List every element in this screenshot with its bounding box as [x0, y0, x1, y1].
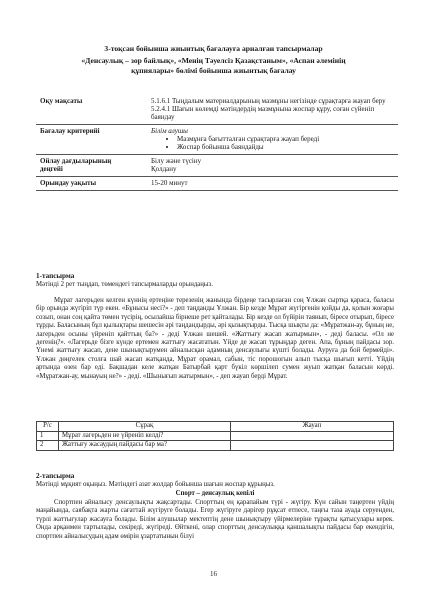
task-2-instruction: Мәтінді мұқият оқыңыз. Мәтіндегі азат жолдар бойынша шағын жоспар құрыңыз. — [36, 481, 275, 488]
criteria-list — [151, 135, 398, 151]
thinking-skill-2: Қолдану — [151, 165, 177, 173]
criteria-value — [151, 125, 398, 155]
row-question: Мұрат лагерьден не үйреніп келді? — [59, 431, 231, 441]
task-1-text: Мұрат лагерьден келген күннің ертеңіне терезенің жанында бірдеңе тасырлаған соң Ұлжан сыртқа қараса, баласы бір орында жүгіріп түр екен. «Бұнысы несі?» - деп таңданды Ұлжан. Бір кезде Мұрат жүгіргенін қойды да, қолын жоғары созып, онан соң қайта төмен түсірің, осылайша бірнеше рет қайталады. Бір кезде ол бүйірін таянып, біресе отырып, біресе тұрды. Баласының бұл қылықтары шешесін әрі таңдандырды, әрі қызықтырды. Тысқа шықты да: «Мұратжан-ау, бұның не, лагерьден осыны үйреніп қайттың ба?» - деді Ұлжан шешей. «Жаттығу жасап жатырмын», - деді баласы. «Ол не дегенің?». «Лагерьде бізге күнде ертемен жаттығу жасататын. Үйде де жасап тұрыңдар деген. Апа, бұның пайдасы зор. Үнемі жаттығу жасап, дене шынықтырумен айналысқан адамның денсаулығы күшті болады. Ауруға да бой бермейді». Ұлжан дөңгелек столға шай жасап жатқанда, Мұрат орамал, сабын, тіс порошогын алып тысқа шығып кетті. Үйдің артында өзен бар еді. Бақшадан келе жатқан Батырбай қарт бүкіл көршілеп сумен жуып жатқан баласын көрді. «Мұратжан-ау, мынауың не?» - деді. «Шынығып жатырмын», - деп жауап берді Мұрат. — [36, 297, 394, 380]
criteria-label: Бағалау критерийі — [40, 127, 100, 135]
task-1-heading: 1-тапсырма — [36, 272, 75, 280]
thinking-skill-1: Білу және түсіну — [151, 157, 202, 165]
task-2-text: Спортпен айналысу денсаулықты жақсартады. Спорттың ең қарапайым түрі - жүгіру. Күн сайын таңертен үйдің маңайында, саябақта жарты сағаттай жүгіруге болады. Егер жүгіруге дәрігер рұқсат етпесе, таңғы таза ауада серуенден, түрлі жаттығулар жасауға болады. Білім алушылар мектептің дене шынықтыру үйірмелеріне тұрақты қатысулары керек. Онда арқанмен тартылады, секіреді, жүгіреді. Өйткені, олар спорттың денсаулыққа қаншалықты пайдасы бар екендігін, спортпен айналысудың адам өмірін ұзартатынын білуі — [36, 499, 394, 540]
page-title: 3-тоқсан бойынша жиынтық бағалауға арналған тапсырмалар — [104, 44, 323, 53]
task-2-text-title: Спорт – денсаулық кепілі — [175, 490, 255, 497]
questions-table-header — [37, 422, 394, 432]
criteria-item: • Жоспар бойынша баяндайды — [177, 143, 398, 151]
thinking-skills-row — [36, 155, 398, 177]
thinking-skills-label — [36, 155, 151, 177]
learning-goal-label: Оқу мақсаты — [40, 97, 83, 105]
column-header-number: Р/с — [37, 422, 59, 432]
task-1-instruction: Мәтінді 2 рет тыңдап, төмендегі тапсырмаларды орындаңыз. — [36, 281, 213, 288]
time-value: 15-20 минут — [151, 179, 188, 187]
task-2-heading: 2-тапсырма — [36, 472, 75, 480]
time-label: Орындау уақыты — [40, 179, 97, 187]
learning-goal-1: 5.1.6.1 Тыңдалым материалдарының мазмұны негізінде сұрақтарға жауап беру — [151, 97, 386, 105]
row-number: 2 — [37, 441, 59, 451]
thinking-skills-value — [151, 155, 398, 177]
criteria-intro: Білім алушы — [151, 127, 188, 135]
learning-goal-2: 5.2.4.1 Шағын көлемді мәтіндердің мазмұнына жоспар құру, соған сүйеніп баяндау — [151, 105, 375, 121]
criteria-item: • Мазмұнға бағытталған сұрақтарға жауап береді — [177, 135, 398, 143]
thinking-skills-label-line-2: деңгейі — [40, 165, 63, 173]
objectives-table — [36, 95, 398, 191]
row-number: 1 — [37, 431, 59, 441]
page-number: 16 — [210, 570, 217, 578]
learning-goal-row — [36, 95, 398, 125]
row-question: Жаттығу жасаудың пайдасы бар ма? — [59, 441, 231, 451]
row-answer — [231, 441, 394, 451]
table-row — [37, 441, 394, 451]
column-header-answer: Жауап — [231, 422, 394, 432]
time-row — [36, 177, 398, 191]
section-title-line-1: «Денсаулық – зор байлық», «Менің Тәуелсіз Қазақстаным», «Аспан әлемінің — [81, 56, 346, 65]
thinking-skills-label-line-1: Ойлау дағдыларының — [40, 157, 112, 165]
questions-table — [36, 421, 394, 451]
row-answer — [231, 431, 394, 441]
learning-goal-value — [151, 95, 398, 125]
criteria-row — [36, 125, 398, 155]
table-row — [37, 431, 394, 441]
section-title-line-2: құпиялары» бөлімі бойынша жиынтық бағалау — [131, 66, 296, 75]
column-header-question: Сұрақ — [59, 422, 231, 432]
